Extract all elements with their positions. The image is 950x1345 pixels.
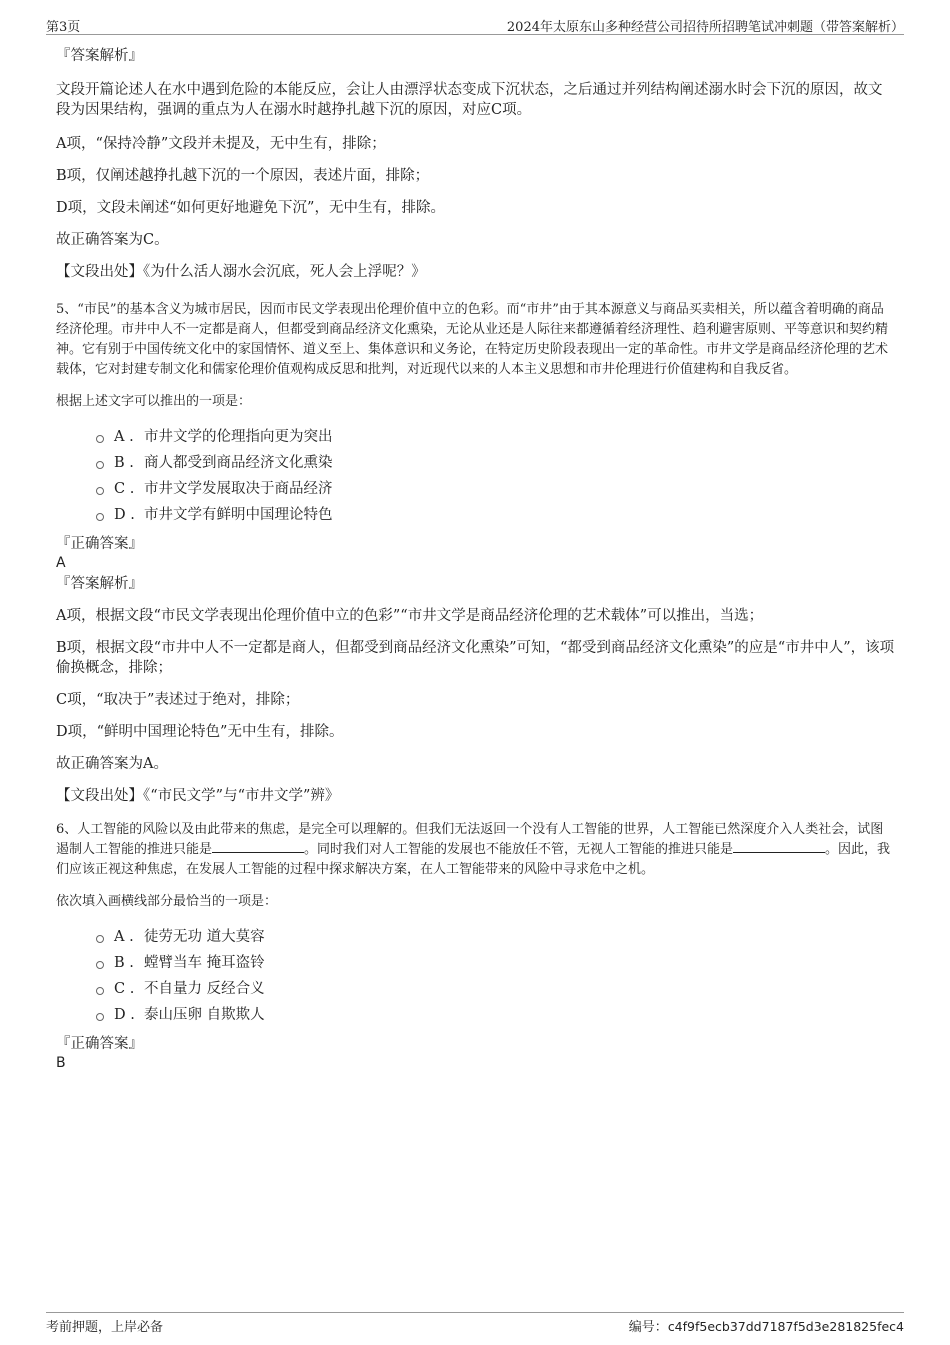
radio-icon[interactable] <box>96 435 104 443</box>
option-text: 市井文学的伦理指向更为突出 <box>144 429 333 445</box>
analysis-conclusion: 故正确答案为A。 <box>56 756 168 772</box>
analysis-option-a: A项，根据文段“市民文学表现出伦理价值中立的色彩”“市井文学是商品经济伦理的艺术载体”可以推出，当选； <box>56 608 764 624</box>
analysis-option-d: D项，“鲜明中国理论特色”无中生有，排除。 <box>56 724 344 740</box>
analysis-source: 【文段出处】《为什么活人溺水会沉底，死人会上浮呢？》 <box>56 264 426 280</box>
option-letter: C . <box>114 481 135 497</box>
option-c[interactable] <box>96 476 896 502</box>
option-text: 商人都受到商品经济文化熏染 <box>144 455 333 471</box>
option-text: 不自量力 反经合义 <box>144 981 265 997</box>
analysis-source: 【文段出处】《“市民文学”与“市井文学”辨》 <box>56 788 340 804</box>
option-a[interactable] <box>96 424 896 450</box>
analysis-intro: 文段开篇论述人在水中遇到危险的本能反应，会让人由漂浮状态变成下沉状态，之后通过并列结构阐述溺水时会下沉的原因，故文段为因果结构，强调的重点为人在溺水时越挣扎越下沉的原因，对应C项。 <box>56 82 883 118</box>
radio-icon[interactable] <box>96 487 104 495</box>
radio-icon[interactable] <box>96 987 104 995</box>
code-value: c4f9f5ecb37dd7187f5d3e281825fec4 <box>667 1319 904 1334</box>
question-5-prompt: 根据上述文字可以推出的一项是： <box>56 394 252 409</box>
option-a[interactable] <box>96 924 896 950</box>
option-b[interactable] <box>96 450 896 476</box>
option-c[interactable] <box>96 976 896 1002</box>
option-text: 螳臂当车 掩耳盗铃 <box>144 955 265 971</box>
document-title: 2024年太原东山多种经营公司招待所招聘笔试冲刺题（带答案解析） <box>506 20 904 35</box>
option-letter: D . <box>114 507 135 523</box>
page-footer <box>46 1312 904 1335</box>
analysis-option-b: B项，仅阐述越挣扎越下沉的一个原因，表述片面，排除； <box>56 168 430 184</box>
option-letter: D . <box>114 1007 135 1023</box>
radio-icon[interactable] <box>96 1013 104 1021</box>
question-6-stem-part-1: 6、人工智能的风险以及由此带来的焦虑，是完全可以理解的。但我们无法返回一个没有人工智能的世界，人工智能已然深度介入人类社会，试图遏制人工智能的推进只能是 <box>56 822 884 857</box>
correct-answer-heading: 『正确答案』 <box>56 536 143 552</box>
radio-icon[interactable] <box>96 513 104 521</box>
question-6-stem-part-2: 。同时我们对人工智能的发展也不能放任不管，无视人工智能的推进只能是 <box>304 842 734 857</box>
analysis-heading: 『答案解析』 <box>56 576 143 592</box>
analysis-option-b: B项，根据文段“市井中人不一定都是商人，但都受到商品经济文化熏染”可知，“都受到商品经济文化熏染”的应是“市井中人”，该项偷换概念，排除； <box>56 640 895 676</box>
correct-answer-heading: 『正确答案』 <box>56 1036 143 1052</box>
option-text: 市井文学有鲜明中国理论特色 <box>144 507 333 523</box>
radio-icon[interactable] <box>96 461 104 469</box>
correct-answer: A <box>56 555 66 571</box>
page-header <box>46 14 904 35</box>
analysis-option-c: C项，“取决于”表述过于绝对，排除； <box>56 692 300 708</box>
option-text: 泰山压卵 自欺欺人 <box>144 1007 265 1023</box>
option-text: 市井文学发展取决于商品经济 <box>144 481 333 497</box>
analysis-option-d: D项，文段未阐述“如何更好地避免下沉”，无中生有，排除。 <box>56 200 445 216</box>
question-6-stem <box>56 820 896 880</box>
question-6-options <box>96 924 896 1028</box>
document-code <box>629 1316 904 1335</box>
option-d[interactable] <box>96 502 896 528</box>
option-letter: C . <box>114 981 135 997</box>
option-text: 徒劳无功 道大莫容 <box>144 929 265 945</box>
option-d[interactable] <box>96 1002 896 1028</box>
analysis-heading: 『答案解析』 <box>56 48 143 64</box>
radio-icon[interactable] <box>96 935 104 943</box>
page-content <box>56 46 896 1072</box>
footer-slogan: 考前押题，上岸必备 <box>46 1320 164 1335</box>
correct-answer: B <box>56 1055 66 1071</box>
option-letter: A . <box>114 429 134 445</box>
option-b[interactable] <box>96 950 896 976</box>
option-letter: B . <box>114 955 134 971</box>
question-6-stem-part-3: 。因此，我们应该正视这种焦虑，在发展人工智能的过程中探求解决方案，在人工智能带来的风险中寻求危中之机。 <box>56 842 891 877</box>
analysis-conclusion: 故正确答案为C。 <box>56 232 169 248</box>
question-5-stem: 5、“市民”的基本含义为城市居民，因而市民文学表现出伦理价值中立的色彩。而“市井”由于其本源意义与商品买卖相关，所以蕴含着明确的商品经济伦理。市井中人不一定都是商人，但都受到商品经济文化熏染，无论从业还是人际往来都遵循着经济理性、趋利避害原则、平等意识和契约精神。它有别于中国传统文化中的家国情怀、道义至上、集体意识和义务论，在特定历史阶段表现出一定的革命性。市井文学是商品经济伦理的艺术载体，它对封建专制文化和儒家伦理价值观构成反思和批判，对近现代以来的人本主义思想和市井伦理进行价值建构和自我反省。 <box>56 302 889 377</box>
fill-blank-1 <box>212 840 304 853</box>
code-label: 编号： <box>628 1320 668 1335</box>
question-6-prompt: 依次填入画横线部分最恰当的一项是： <box>56 894 278 909</box>
question-5-options <box>96 424 896 528</box>
option-letter: B . <box>114 455 134 471</box>
analysis-option-a: A项，“保持冷静”文段并未提及，无中生有，排除； <box>56 136 386 152</box>
page-number: 第3页 <box>46 20 81 35</box>
radio-icon[interactable] <box>96 961 104 969</box>
fill-blank-2 <box>733 840 825 853</box>
option-letter: A . <box>114 929 134 945</box>
